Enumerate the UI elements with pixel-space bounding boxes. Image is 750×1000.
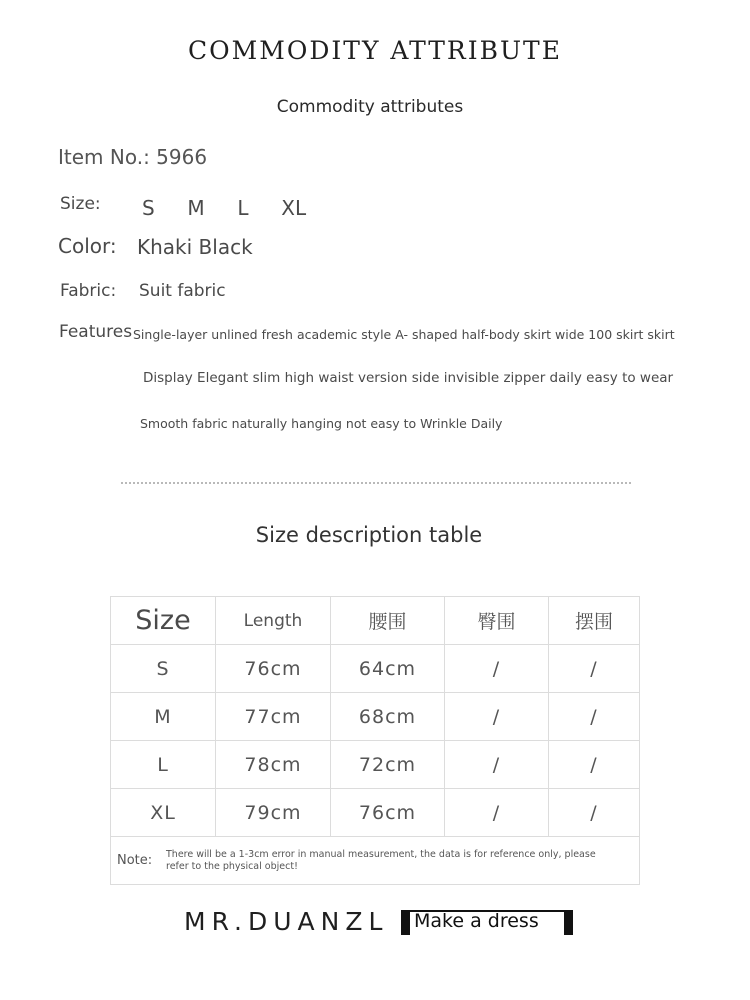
table-cell: / bbox=[445, 693, 549, 741]
table-cell: 79cm bbox=[216, 789, 331, 837]
table-cell: 72cm bbox=[331, 741, 445, 789]
table-cell: XL bbox=[111, 789, 216, 837]
fabric-value: Suit fabric bbox=[139, 281, 226, 301]
table-cell: / bbox=[549, 645, 640, 693]
features-label: Features bbox=[59, 322, 133, 342]
item-number: Item No.: 5966 bbox=[58, 145, 208, 169]
tagline: Make a dress bbox=[414, 910, 539, 932]
table-header-row bbox=[111, 597, 640, 645]
size-label: Size: bbox=[60, 194, 101, 214]
table-cell: 76cm bbox=[216, 645, 331, 693]
size-values: S M L XL bbox=[142, 196, 307, 220]
table-cell: S bbox=[111, 645, 216, 693]
section-subtitle: Commodity attributes bbox=[276, 97, 464, 117]
column-header: 臀围 bbox=[445, 597, 549, 645]
table-cell: / bbox=[549, 693, 640, 741]
table-cell: / bbox=[549, 789, 640, 837]
table-cell: 68cm bbox=[331, 693, 445, 741]
dotted-divider bbox=[121, 482, 631, 484]
color-value: Khaki Black bbox=[137, 235, 253, 259]
table-cell: L bbox=[111, 741, 216, 789]
size-table-title: Size description table bbox=[255, 523, 483, 547]
table-cell: / bbox=[445, 645, 549, 693]
color-label: Color: bbox=[58, 234, 117, 258]
size-table bbox=[110, 596, 640, 885]
note-label: Note: bbox=[117, 853, 153, 868]
table-row bbox=[111, 741, 640, 789]
column-header: Size bbox=[111, 597, 216, 645]
feature-line: Single-layer unlined fresh academic style A- shaped half-body skirt wide 100 skirt skirt bbox=[133, 327, 675, 342]
table-cell: / bbox=[445, 741, 549, 789]
table-note-row bbox=[111, 837, 640, 885]
table-cell: 64cm bbox=[331, 645, 445, 693]
feature-line: Smooth fabric naturally hanging not easy to Wrinkle Daily bbox=[140, 416, 503, 431]
note-text: There will be a 1-3cm error in manual measurement, the data is for reference only, please refer to the physical object! bbox=[166, 848, 596, 872]
note-wrapper bbox=[111, 849, 639, 873]
table-cell: 78cm bbox=[216, 741, 331, 789]
feature-line: Display Elegant slim high waist version side invisible zipper daily easy to wear bbox=[143, 370, 674, 386]
fabric-label: Fabric: bbox=[60, 281, 117, 301]
note-cell bbox=[111, 837, 640, 885]
table-cell: 77cm bbox=[216, 693, 331, 741]
table-cell: M bbox=[111, 693, 216, 741]
page-title: COMMODITY ATTRIBUTE bbox=[188, 36, 562, 65]
column-header: 摆围 bbox=[549, 597, 640, 645]
column-header: Length bbox=[216, 597, 331, 645]
brand-name: MR.DUANZL bbox=[184, 907, 389, 936]
table-cell: 76cm bbox=[331, 789, 445, 837]
table-row bbox=[111, 693, 640, 741]
table-cell: / bbox=[445, 789, 549, 837]
table-row bbox=[111, 645, 640, 693]
table-row bbox=[111, 789, 640, 837]
column-header: 腰围 bbox=[331, 597, 445, 645]
table-cell: / bbox=[549, 741, 640, 789]
